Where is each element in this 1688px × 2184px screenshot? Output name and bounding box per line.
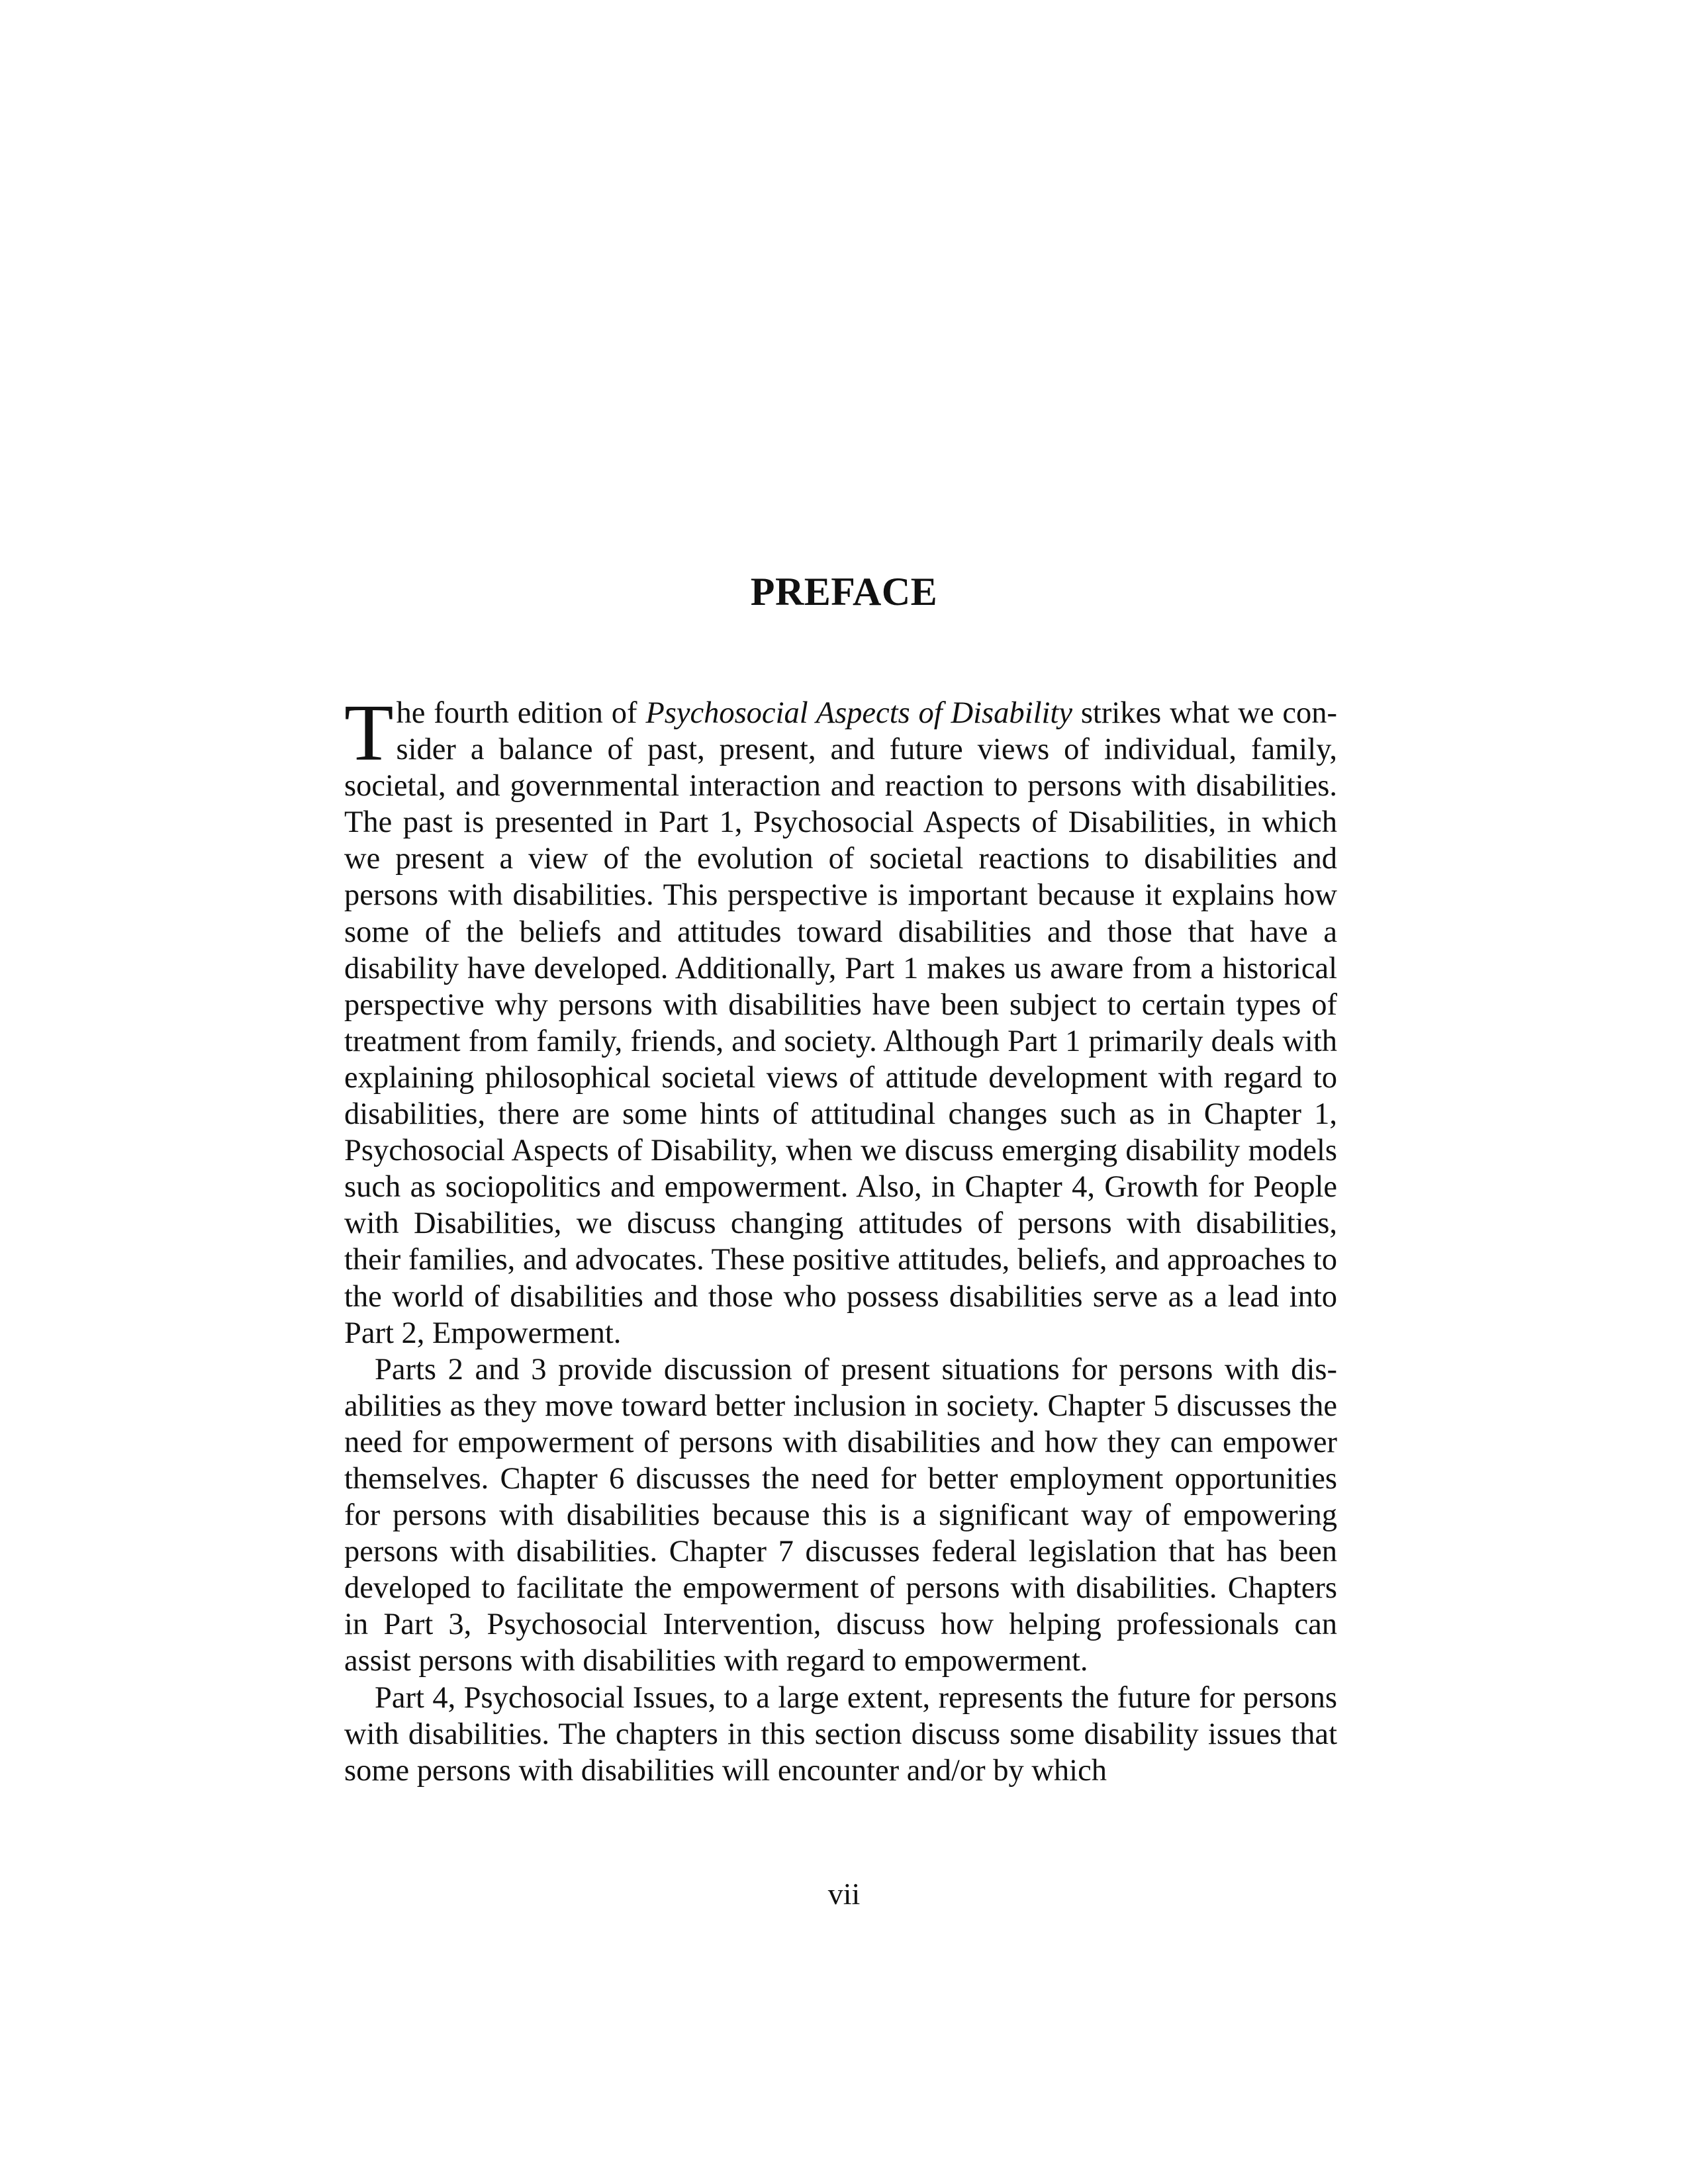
paragraph-1-text: strikes what we consider a balance of past, present, and future views of individual, family, societal, and governmental interaction and reaction to persons with disabilities. The past is presented in Part 1, Psychosocial Aspects of Disabilities, in which we present a view of the evolution of societal reactions to disabilities and persons with disabilities. This perspective is important because it explains how some of the beliefs and attitudes toward disabilities and those that have a disability have developed. Additionally, Part 1 makes us aware from a historical perspective why persons with disabilities have been subject to certain types of treatment from family, friends, and society. Although Part 1 primarily deals with explaining philosophical societal views of attitude development with regard to disabilities, there are some hints of attitudinal changes such as in Chapter 1, Psychosocial Aspects of Disability, when we discuss emerging disability models such as sociopolitics and empowerment. Also, in Chapter 4, Growth for People with Disabilities, we discuss changing attitudes of persons with disabilities, their families, and advocates. These positive attitudes, beliefs, and approaches to the world of disabilities and those who possess disabilities serve as a lead into Part 2, Empowerment. xyxy=(344,696,1337,1350)
book-title-italic: Psychosocial Aspects of Disability xyxy=(645,696,1072,730)
page-title: PREFACE xyxy=(750,570,938,614)
page-number: vii xyxy=(827,1877,861,1911)
paragraph-3: Part 4, Psychosocial Issues, to a large extent, represents the future for persons with disabilities. The chapters in this section discuss some disability issues that some persons with disabilities will encounter and/or by which xyxy=(344,1680,1337,1788)
paragraph-1-lead: he fourth edition of xyxy=(396,696,646,730)
drop-cap: T xyxy=(344,688,394,778)
preface-body xyxy=(344,688,1337,1789)
paragraph-2: Parts 2 and 3 provide discussion of present situations for persons with disabilities as they move toward better inclusion in society. Chapter 5 discusses the need for empowerment of persons with disabilities and how they can empower themselves. Chapter 6 discusses the need for better employment opportunities for persons with disabilities because this is a significant way of empowering persons with disabilities. Chapter 7 discusses federal legislation that has been developed to facilitate the empowerment of persons with disabilities. Chapters in Part 3, Psychosocial Intervention, discuss how helping professionals can assist persons with disabilities with regard to empowerment. xyxy=(344,1352,1337,1678)
paragraph-1 xyxy=(344,688,1337,1351)
